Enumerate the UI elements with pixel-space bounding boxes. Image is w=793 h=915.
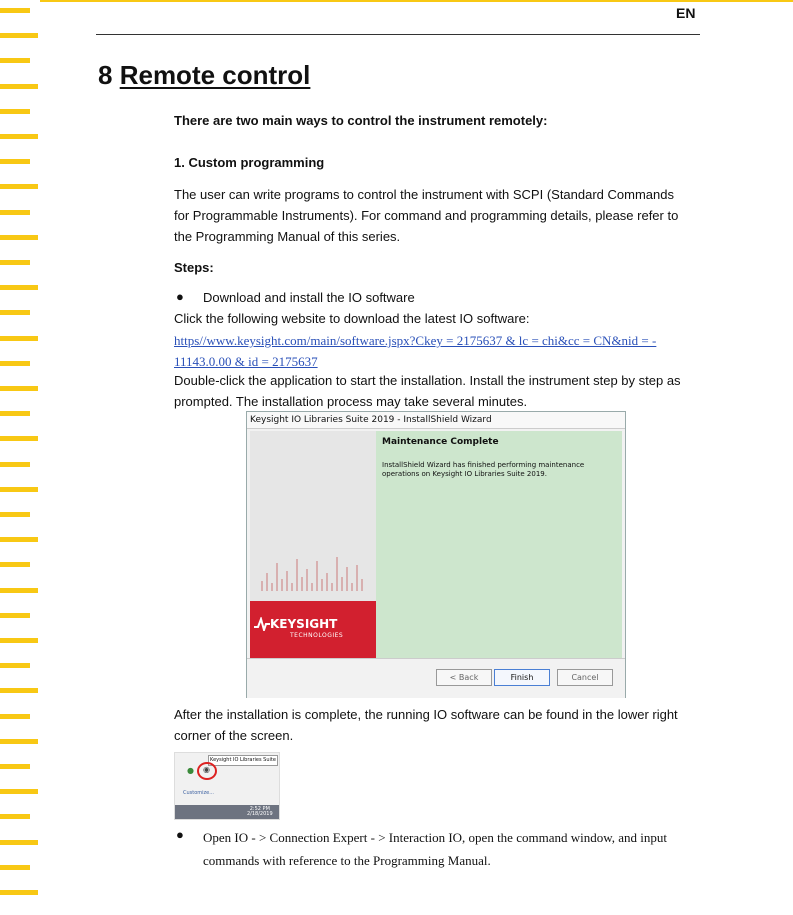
- side-bar-stripe: [0, 58, 30, 63]
- side-bar-stripe: [0, 336, 38, 341]
- side-bar-stripe: [0, 613, 30, 618]
- bullet-download: Download and install the IO software: [203, 290, 415, 305]
- side-bar-stripe: [0, 109, 30, 114]
- side-bar-stripe: [0, 865, 30, 870]
- side-bar-stripe: [0, 386, 38, 391]
- section-title-text: Remote control: [119, 60, 311, 90]
- side-bar-stripe: [0, 562, 30, 567]
- language-label: EN: [676, 5, 696, 21]
- installer-screenshot: [246, 411, 626, 698]
- side-bar-stripe: [0, 512, 30, 517]
- download-link[interactable]: [174, 330, 699, 372]
- para-line: for Programmable Instruments). For command and programming details, please refer to: [174, 208, 679, 223]
- side-bar-stripe: [0, 8, 30, 13]
- paragraph-install: [174, 370, 699, 412]
- intro-text: There are two main ways to control the instrument remotely:: [174, 113, 548, 128]
- installer-message: InstallShield Wizard has finished performing maintenance operations on Keysight IO Libraries Suite 2019.: [382, 461, 585, 478]
- download-link-line[interactable]: https//www.keysight.com/main/software.jspx?Ckey = 2175637 & lc = chi&cc = CN&nid = -: [174, 333, 657, 348]
- side-bar-stripe: [0, 33, 38, 38]
- side-bar-stripe: [0, 487, 38, 492]
- back-button[interactable]: < Back: [436, 669, 492, 686]
- side-bar-stripe: [0, 310, 30, 315]
- side-bar-stripe: [0, 714, 30, 719]
- side-bar-stripe: [0, 184, 38, 189]
- side-bar-stripe: [0, 84, 38, 89]
- side-bar-stripe: [0, 663, 30, 668]
- side-bar-stripe: [0, 210, 30, 215]
- side-bar-stripe: [0, 588, 38, 593]
- subheading-custom-programming: 1. Custom programming: [174, 155, 325, 170]
- keysight-logo-panel: [250, 601, 376, 659]
- side-bar-stripe: [0, 739, 38, 744]
- paragraph-after-install: [174, 704, 699, 746]
- side-bar-stripe: [0, 134, 38, 139]
- side-margin-decoration: [0, 0, 40, 915]
- tray-app-icon: ●: [187, 766, 194, 775]
- side-bar-stripe: [0, 638, 38, 643]
- header-rule: [96, 34, 700, 35]
- side-bar-stripe: [0, 764, 30, 769]
- clock-date: 2/18/2019: [247, 811, 273, 817]
- click-instruction: Click the following website to download the latest IO software:: [174, 311, 530, 326]
- clock-time: 2:52 PM: [249, 806, 270, 812]
- side-bar-stripe: [0, 789, 38, 794]
- para-line: prompted. The installation process may take several minutes.: [174, 394, 528, 409]
- top-accent-line: [0, 0, 793, 2]
- para-line: corner of the screen.: [174, 728, 294, 743]
- para-line: commands with reference to the Programming Manual.: [203, 853, 491, 868]
- io-eye-icon[interactable]: ◉: [203, 765, 210, 774]
- installer-button-bar: [247, 658, 625, 698]
- keysight-logo-icon: [254, 617, 270, 631]
- side-bar-stripe: [0, 537, 38, 542]
- side-bar-stripe: [0, 688, 38, 693]
- paragraph-scpi: [174, 184, 699, 247]
- side-bar-stripe: [0, 890, 38, 895]
- para-line: Open IO - > Connection Expert - > Interaction IO, open the command window, and input: [203, 830, 668, 845]
- download-link-line[interactable]: 11143.0.00 & id = 2175637: [174, 354, 318, 369]
- io-icon-highlight: [197, 762, 217, 780]
- para-line: the Programming Manual of this series.: [174, 229, 401, 244]
- bullet-open-io: [203, 826, 703, 872]
- side-bar-stripe: [0, 159, 30, 164]
- section-number: 8: [98, 60, 113, 90]
- customize-link[interactable]: Customize...: [183, 790, 215, 796]
- system-tray-screenshot: [174, 752, 280, 820]
- installer-heading: Maintenance Complete: [382, 437, 499, 447]
- side-bar-stripe: [0, 840, 38, 845]
- taskbar: [175, 805, 279, 819]
- brand-subtitle: TECHNOLOGIES: [290, 632, 344, 639]
- para-line: After the installation is complete, the running IO software can be found in the lower right: [174, 707, 678, 722]
- steps-label: Steps:: [174, 260, 214, 275]
- installer-title: Keysight IO Libraries Suite 2019 - InstallShield Wizard: [247, 412, 625, 429]
- para-line: Double-click the application to start the installation. Install the instrument step by step as: [174, 373, 681, 388]
- cancel-button[interactable]: Cancel: [557, 669, 613, 686]
- bullet-icon: ●: [176, 289, 184, 304]
- side-bar-stripe: [0, 814, 30, 819]
- side-bar-stripe: [0, 411, 30, 416]
- section-title: [98, 60, 310, 91]
- brand-name: KEYSIGHT: [270, 617, 338, 631]
- side-bar-stripe: [0, 260, 30, 265]
- side-bar-stripe: [0, 462, 30, 467]
- side-bar-stripe: [0, 361, 30, 366]
- taskbar-clock: [247, 807, 273, 817]
- bullet-icon: ●: [176, 827, 184, 842]
- side-bar-stripe: [0, 235, 38, 240]
- installer-message-panel: [376, 431, 622, 658]
- finish-button[interactable]: Finish: [494, 669, 550, 686]
- para-line: The user can write programs to control the instrument with SCPI (Standard Commands: [174, 187, 674, 202]
- side-bar-stripe: [0, 285, 38, 290]
- side-bar-stripe: [0, 436, 38, 441]
- waveform-icon: [260, 553, 370, 593]
- tray-tooltip: Keysight IO Libraries Suite: [208, 755, 278, 766]
